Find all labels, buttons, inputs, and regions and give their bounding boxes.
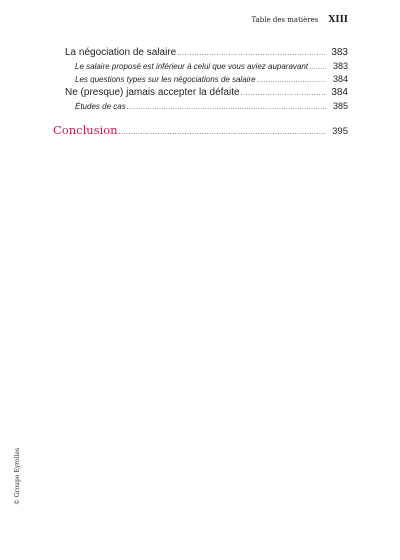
toc-entry-chapter — [53, 123, 348, 137]
toc-entry-subsection — [53, 61, 348, 74]
toc-entry-subsection — [53, 74, 348, 87]
toc-entry-page: 384 — [331, 87, 348, 98]
toc-entry-title: Le salaire proposé est inférieur à celui que vous aviez auparavant — [75, 62, 309, 71]
dot-leader — [177, 50, 326, 57]
toc-entry-title: La négociation de salaire — [65, 47, 177, 58]
toc-entry-section — [53, 87, 348, 101]
dot-leader — [241, 90, 326, 97]
toc-entry-subsection — [53, 101, 348, 114]
table-of-contents — [53, 47, 348, 137]
toc-entry-title: Ne (presque) jamais accepter la défaite — [65, 87, 240, 98]
dot-leader — [119, 129, 326, 136]
toc-chapter-title: Conclusion — [53, 123, 118, 137]
toc-entry-title: Les questions types sur les négociations de salaire — [75, 75, 256, 84]
dot-leader — [257, 77, 326, 84]
toc-entry-page: 385 — [332, 101, 348, 111]
running-header-section-title: Table des matières — [251, 16, 319, 24]
toc-entry-section — [53, 47, 348, 61]
copyright-notice: © Groupe Eyrolles — [14, 447, 21, 505]
toc-entry-title: Études de cas — [75, 102, 126, 111]
page-number: XIII — [328, 15, 348, 25]
toc-entry-page: 383 — [332, 61, 348, 71]
dot-leader — [309, 64, 326, 71]
toc-entry-page: 383 — [331, 47, 348, 58]
dot-leader — [127, 104, 326, 111]
running-header — [251, 15, 348, 25]
toc-entry-page: 384 — [332, 74, 348, 84]
toc-entry-page: 395 — [332, 126, 348, 137]
